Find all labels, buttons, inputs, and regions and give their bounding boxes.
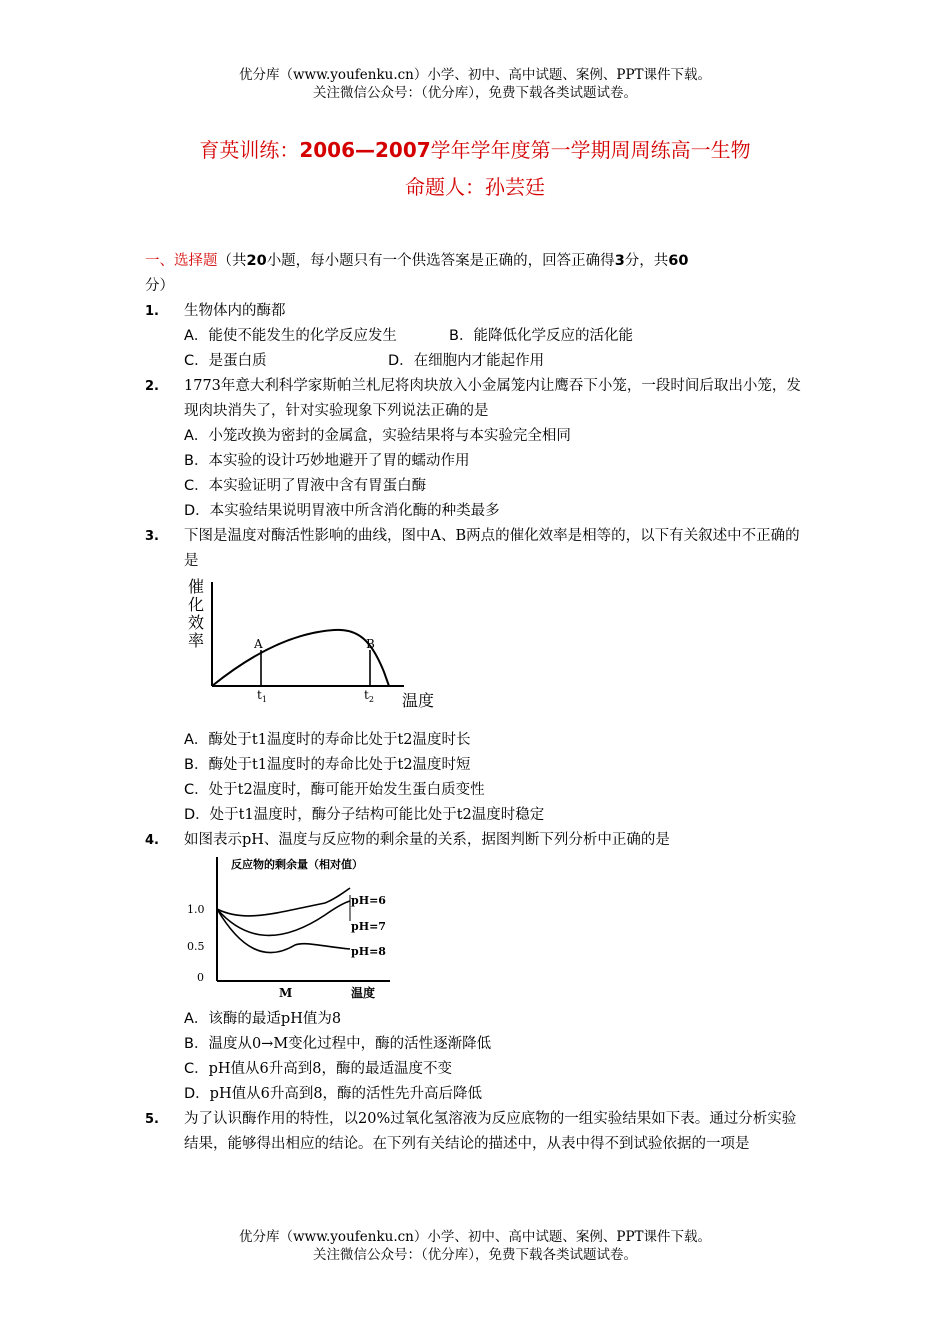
title-years: 2006—2007 — [299, 138, 431, 162]
section-desc-d: 分） — [145, 278, 174, 294]
option-letter: C． — [184, 353, 209, 369]
x-axis-label: 温度 — [351, 986, 376, 1000]
question-stem: 1773年意大利科学家斯帕兰札尼将肉块放入小金属笼内让鹰吞下小笼，一段时间后取出小笼，发现肉块消失了，针对实验现象下列说法正确的是 — [184, 378, 801, 419]
point-b-label: B — [366, 637, 375, 651]
option-text: 本实验证明了胃液中含有胃蛋白酶 — [208, 478, 427, 494]
question-number: 1. — [145, 304, 159, 319]
option-b — [145, 753, 810, 778]
option-letter: D． — [388, 353, 414, 369]
option-letter: A． — [184, 328, 209, 344]
x-mark-m: M — [279, 986, 293, 1000]
section-desc-c: 分，共 — [624, 253, 669, 269]
option-a — [184, 324, 449, 349]
question-stem: 为了认识酶作用的特性，以20%过氧化氢溶液为反应底物的一组实验结果如下表。通过分析实验结果，能够得出相应的结论。在下列有关结论的描述中，从表中得不到试验依据的一项是 — [184, 1111, 797, 1152]
option-a — [145, 1007, 810, 1032]
series-ph7-label: pH=7 — [351, 920, 386, 933]
option-d — [145, 1082, 810, 1107]
option-letter: B． — [184, 1036, 209, 1052]
option-text: 处于t1温度时，酶分子结构可能比处于t2温度时稳定 — [209, 807, 545, 823]
option-letter: A． — [184, 428, 209, 444]
document-title — [0, 137, 950, 163]
option-text: 在细胞内才能起作用 — [413, 353, 545, 369]
option-letter: B． — [449, 328, 474, 344]
section-desc-b: 小题，每小题只有一个供选答案是正确的，回答正确得 — [266, 253, 615, 269]
activity-curve — [212, 630, 389, 686]
header-line-1: 优分库（www.youfenku.cn）小学、初中、高中试题、案例、PPT课件下载。 — [238, 67, 712, 83]
exam-body — [145, 249, 810, 1157]
option-c — [145, 778, 810, 803]
chart-title: 反应物的剩余量（相对值） — [231, 858, 363, 871]
section-desc-a: （共 — [217, 253, 247, 269]
option-text: pH值从6升高到8，酶的活性先升高后降低 — [209, 1086, 483, 1102]
y-label-char-1: 催化效率 — [188, 577, 205, 650]
option-text: 酶处于t1温度时的寿命比处于t2温度时短 — [208, 757, 471, 773]
title-prefix: 育英训练： — [199, 138, 300, 162]
question-4 — [145, 828, 810, 853]
page-footer — [0, 1228, 950, 1264]
option-letter: A． — [184, 732, 209, 748]
option-a — [145, 424, 810, 449]
y-tick-1: 1.0 — [187, 903, 205, 916]
option-text: 小笼改换为密封的金属盒，实验结果将与本实验完全相同 — [208, 428, 571, 444]
question-5 — [145, 1107, 810, 1157]
question-number: 5. — [145, 1112, 159, 1127]
section-heading — [145, 249, 810, 299]
y-tick-05: 0.5 — [187, 940, 205, 953]
option-d — [145, 803, 810, 828]
series-ph8-label: pH=8 — [351, 945, 386, 958]
question-3 — [145, 524, 810, 574]
option-text: 能使不能发生的化学反应发生 — [208, 328, 397, 344]
t2-tick-label: $t_2$ — [364, 688, 374, 704]
option-text: 本实验结果说明胃液中所含消化酶的种类最多 — [209, 503, 500, 519]
option-letter: C． — [184, 1061, 209, 1077]
option-c — [184, 349, 388, 374]
title-suffix: 学年学年度第一学期周周练高一生物 — [430, 138, 751, 162]
t1-tick-label: $t_1$ — [257, 688, 267, 704]
option-b — [145, 1032, 810, 1057]
footer-line-1: 优分库（www.youfenku.cn）小学、初中、高中试题、案例、PPT课件下载。 — [238, 1229, 712, 1245]
option-letter: C． — [184, 782, 209, 798]
series-ph6-label: pH=6 — [351, 894, 386, 907]
option-b — [449, 324, 633, 349]
section-label: 一、选择题 — [145, 253, 218, 269]
option-text: 处于t2温度时，酶可能开始发生蛋白质变性 — [208, 782, 485, 798]
option-a — [145, 728, 810, 753]
series-ph7-curve — [217, 901, 350, 935]
option-text: 该酶的最适pH值为8 — [208, 1011, 342, 1027]
document-author: 命题人：孙芸廷 — [405, 175, 545, 199]
section-points: 3 — [614, 253, 625, 269]
section-count: 20 — [246, 253, 267, 269]
question-1 — [145, 299, 810, 324]
option-text: 是蛋白质 — [208, 353, 267, 369]
question-stem: 生物体内的酶都 — [184, 303, 286, 319]
option-letter: A． — [184, 1011, 209, 1027]
option-letter: C． — [184, 478, 209, 494]
option-row — [145, 349, 810, 374]
question-stem: 如图表示pH、温度与反应物的剩余量的关系，据图判断下列分析中正确的是 — [184, 832, 670, 848]
option-b — [145, 449, 810, 474]
y-tick-0: 0 — [197, 971, 204, 984]
question-number: 4. — [145, 833, 159, 848]
option-text: 酶处于t1温度时的寿命比处于t2温度时长 — [208, 732, 471, 748]
option-d — [388, 349, 544, 374]
header-line-2: 关注微信公众号：（优分库），免费下载各类试题试卷。 — [313, 85, 637, 101]
ph-temperature-chart — [175, 853, 810, 1007]
question-number: 3. — [145, 529, 159, 544]
question-stem: 下图是温度对酶活性影响的曲线，图中A、B两点的催化效率是相等的，以下有关叙述中不正确的是 — [184, 528, 800, 569]
chart-svg — [184, 574, 444, 724]
option-c — [145, 1057, 810, 1082]
option-letter: D． — [184, 807, 210, 823]
chart-svg — [175, 853, 415, 1003]
option-letter: B． — [184, 757, 209, 773]
option-row — [145, 324, 810, 349]
question-number: 2. — [145, 379, 159, 394]
question-2 — [145, 374, 810, 424]
option-c — [145, 474, 810, 499]
option-letter: D． — [184, 1086, 210, 1102]
page-header — [0, 66, 950, 102]
enzyme-temperature-chart — [184, 574, 810, 728]
option-letter: B． — [184, 453, 209, 469]
option-text: 温度从0→M变化过程中，酶的活性逐渐降低 — [208, 1036, 492, 1052]
option-text: 能降低化学反应的活化能 — [473, 328, 633, 344]
option-d — [145, 499, 810, 524]
section-total: 60 — [668, 253, 689, 269]
point-a-label: A — [254, 637, 263, 651]
footer-line-2: 关注微信公众号：（优分库），免费下载各类试题试卷。 — [313, 1247, 637, 1263]
x-axis-label: 温度 — [402, 691, 435, 710]
option-text: pH值从6升高到8，酶的最适温度不变 — [208, 1061, 453, 1077]
option-letter: D． — [184, 503, 210, 519]
option-text: 本实验的设计巧妙地避开了胃的蠕动作用 — [208, 453, 470, 469]
